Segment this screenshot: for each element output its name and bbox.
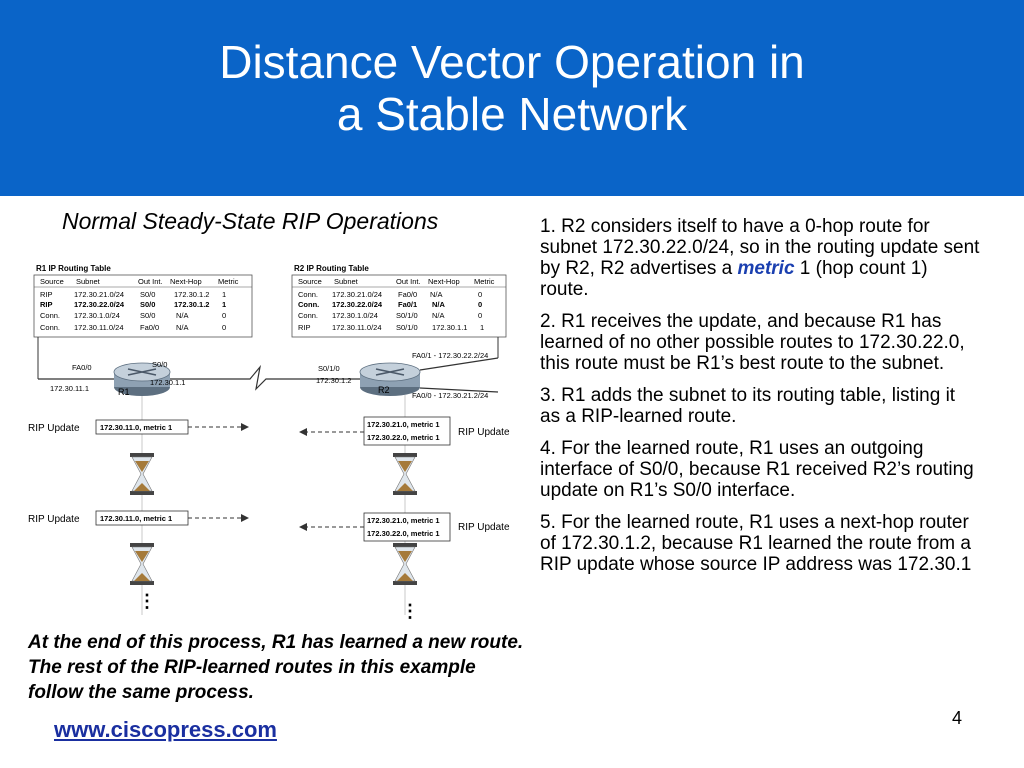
steps-list (540, 216, 980, 586)
table-row (298, 290, 482, 299)
table-cell: N/A (176, 311, 189, 320)
page-number: 4 (952, 708, 963, 728)
r2-rip-update-2 (300, 513, 510, 541)
rip-update-label: RIP Update (458, 522, 510, 533)
step-item: 4. For the learned route, R1 uses an outgoing interface of S0/0, because R1 received R2’s routing update on R1’s S0/0 interface. (540, 438, 974, 501)
r1-lan-ip: 172.30.11.1 (50, 384, 90, 393)
diagram-subtitle: Normal Steady-State RIP Operations (62, 208, 439, 234)
table-cell: S0/1/0 (396, 311, 418, 320)
r2-rip-update-1 (300, 417, 510, 445)
table-cell: Conn. (298, 290, 319, 299)
table-cell: N/A (432, 300, 445, 309)
table-cell: 172.30.1.2 (174, 300, 210, 309)
table-cell: 0 (478, 290, 483, 299)
table-cell: S0/0 (140, 300, 156, 309)
title-line-1: Distance Vector Operation in (219, 36, 805, 88)
update-route-text: 172.30.11.0, metric 1 (100, 514, 173, 523)
table-cell: 0 (222, 323, 227, 332)
table-row (298, 323, 484, 332)
r1-serial-ip: 172.30.1.1 (150, 378, 186, 387)
table-cell: S0/1/0 (396, 323, 418, 332)
r2-serial-ip: 172.30.1.2 (316, 376, 352, 385)
step-item: 3. R1 adds the subnet to its routing table, listing it as a RIP-learned route. (540, 385, 956, 427)
r2-label: R2 (378, 385, 390, 395)
table-cell: 172.30.1.1 (432, 323, 468, 332)
table-cell: 172.30.22.0/24 (332, 300, 383, 309)
table-cell: Conn. (298, 311, 319, 320)
table-header-cell: Next-Hop (170, 277, 202, 286)
metric-keyword: metric (737, 258, 795, 279)
table-row (40, 290, 226, 299)
r2-fa1-label: FA0/1 - 172.30.22.2/24 (412, 351, 489, 360)
r1-label: R1 (118, 387, 130, 397)
table-header-cell: Source (298, 277, 322, 286)
table-cell: 172.30.1.0/24 (332, 311, 378, 320)
table-cell: 1 (222, 290, 227, 299)
update-route-text: 172.30.22.0, metric 1 (367, 433, 440, 442)
step-text: 1. R2 considers itself to have a 0-hop route for subnet 172.30.22.0/24, so in the routing update sent by R2, R2 advertises a (540, 216, 980, 279)
table-cell: S0/0 (140, 311, 156, 320)
table-header-cell: Source (40, 277, 64, 286)
table-cell: Conn. (298, 300, 320, 309)
table-cell: RIP (298, 323, 311, 332)
hourglass-icon (393, 453, 417, 495)
table-row (40, 300, 226, 309)
table-header-cell: Metric (474, 277, 495, 286)
table-row (40, 323, 226, 332)
r1-rip-update-2 (28, 511, 248, 525)
table-header-cell: Out Int. (138, 277, 163, 286)
r1-fa-label: FA0/0 (72, 363, 92, 372)
table-cell: Conn. (40, 311, 61, 320)
continuation-ellipsis: ⋮ (401, 601, 419, 621)
table-cell: 1 (222, 300, 227, 309)
table-cell: N/A (432, 311, 445, 320)
hourglass-icon (130, 543, 154, 585)
table-cell: 172.30.22.0/24 (74, 300, 125, 309)
table-cell: 172.30.21.0/24 (74, 290, 125, 299)
update-route-text: 172.30.11.0, metric 1 (100, 423, 173, 432)
table-header-cell: Metric (218, 277, 239, 286)
step-item: 2. R1 receives the update, and because R1 has learned of no other possible routes to 172.30.22.0, this route must be R1’s best route to the subnet. (540, 311, 965, 374)
table-cell: 1 (480, 323, 485, 332)
table-header-cell: Next-Hop (428, 277, 460, 286)
table-cell: 172.30.11.0/24 (332, 323, 382, 332)
r2-table-caption: R2 IP Routing Table (294, 264, 369, 273)
title-line-2: a Stable Network (336, 88, 688, 140)
r1-serial-label: S0/0 (152, 360, 168, 369)
update-route-text: 172.30.21.0, metric 1 (367, 516, 440, 525)
r2-serial-label: S0/1/0 (318, 364, 340, 373)
step-item (540, 216, 980, 300)
table-cell: 172.30.1.2 (174, 290, 210, 299)
summary-note: At the end of this process, R1 has learned a new route. The rest of the RIP-learned routes in this example follow the same process. (28, 632, 524, 703)
table-header-cell: Subnet (334, 277, 358, 286)
r1-table-caption: R1 IP Routing Table (36, 264, 111, 273)
rip-update-label: RIP Update (28, 423, 80, 434)
r2-table-header (298, 277, 495, 286)
table-header-cell: Subnet (76, 277, 100, 286)
r2-router-icon (360, 363, 420, 396)
table-cell: Fa0/1 (398, 300, 418, 309)
r1-routing-table (34, 264, 252, 337)
table-cell: 0 (478, 311, 483, 320)
table-cell: N/A (176, 323, 189, 332)
step-text: 1 (hop count 1) route. (540, 258, 928, 300)
table-cell: S0/0 (140, 290, 156, 299)
slide-title (0, 36, 1024, 140)
table-cell: 0 (478, 300, 483, 309)
table-cell: 172.30.11.0/24 (74, 323, 124, 332)
table-cell: Fa0/0 (140, 323, 160, 332)
rip-update-label: RIP Update (458, 427, 510, 438)
table-row (40, 311, 226, 320)
update-route-text: 172.30.21.0, metric 1 (367, 420, 440, 429)
r2-routing-table (292, 264, 506, 337)
table-header-cell: Out Int. (396, 277, 421, 286)
hourglass-icon (130, 453, 154, 495)
table-cell: 0 (222, 311, 227, 320)
hourglass-icon (393, 543, 417, 585)
r1-table-header (40, 277, 239, 286)
table-cell: Fa0/0 (398, 290, 418, 299)
table-cell: Conn. (40, 323, 61, 332)
r2-fa0-label: FA0/0 - 172.30.21.2/24 (412, 391, 489, 400)
table-cell: RIP (40, 290, 53, 299)
rip-update-label: RIP Update (28, 514, 80, 525)
table-row (298, 300, 482, 309)
table-cell: RIP (40, 300, 53, 309)
table-cell: 172.30.1.0/24 (74, 311, 120, 320)
r1-rip-update-1 (28, 420, 248, 434)
rip-diagram (28, 255, 528, 625)
table-row (298, 311, 482, 320)
ciscopress-link[interactable]: www.ciscopress.com (54, 717, 277, 742)
table-cell: 172.30.21.0/24 (332, 290, 383, 299)
table-cell: N/A (430, 290, 443, 299)
update-route-text: 172.30.22.0, metric 1 (367, 529, 440, 538)
step-item: 5. For the learned route, R1 uses a next-hop router of 172.30.1.2, because R1 learned the route from a RIP update whose source IP address was 172.30.1 (540, 512, 972, 575)
continuation-ellipsis: ⋮ (138, 591, 156, 611)
title-banner (0, 0, 1024, 196)
